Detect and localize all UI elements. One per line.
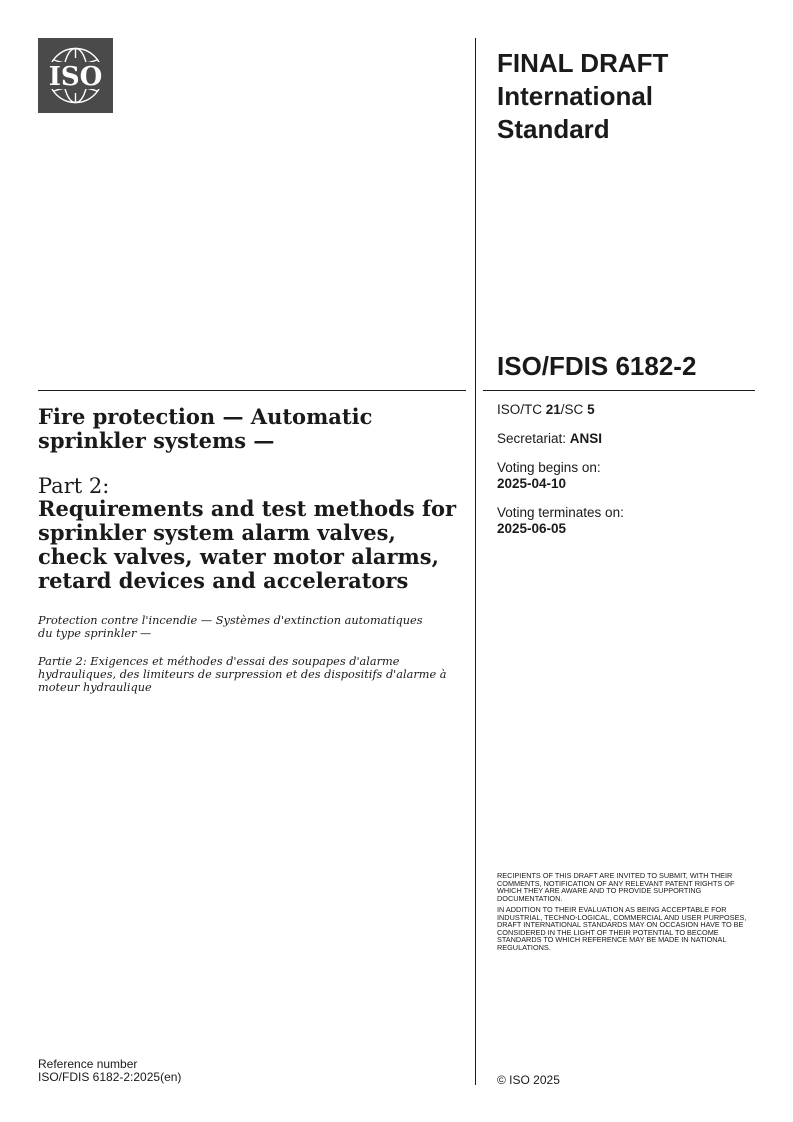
logo-text: ISO xyxy=(48,62,103,92)
voting-terminates-date: 2025-06-05 xyxy=(497,521,567,536)
title-intro: Fire protection — Automatic sprinkler systems — xyxy=(38,404,373,453)
voting-terminates-label: Voting terminates on: xyxy=(497,505,624,520)
reference-label: Reference number xyxy=(38,1057,138,1071)
reference-value: ISO/FDIS 6182-2:2025(en) xyxy=(38,1070,182,1084)
secretariat xyxy=(497,431,602,447)
notice-paragraph: IN ADDITION TO THEIR EVALUATION AS BEING ACCEPTABLE FOR INDUSTRIAL, TECHNO-LOGICAL, COMMERCIAL AND USER PURPOSES, DRAFT INTERNATIONAL STANDARDS MAY ON OCCASION HAVE TO BE CONSIDERED IN THE LIGHT OF THEIR POTENTIAL TO BECOME STANDARDS TO WHICH REFERENCE MAY BE MADE IN NATIONAL REGULATIONS. xyxy=(497,905,747,952)
french-title-intro: Protection contre l'incendie — Systèmes d'extinction automatiques du type sprinkler — xyxy=(38,614,423,640)
notice-paragraph: RECIPIENTS OF THIS DRAFT ARE INVITED TO SUBMIT, WITH THEIR COMMENTS, NOTIFICATION OF ANY RELEVANT PATENT RIGHTS OF WHICH THEY ARE AWARE AND TO PROVIDE SUPPORTING DOCUMENTATION. xyxy=(497,871,735,903)
sc-prefix: /SC xyxy=(560,402,588,417)
voting-begins-label: Voting begins on: xyxy=(497,460,601,475)
tc-prefix: ISO/TC xyxy=(497,402,546,417)
right-horizontal-divider xyxy=(483,390,755,391)
copyright: © ISO 2025 xyxy=(497,1073,560,1087)
title-part-number: Part 2: xyxy=(38,474,110,498)
document-type xyxy=(497,47,747,146)
sc-number: 5 xyxy=(587,402,595,417)
tc-number: 21 xyxy=(545,402,561,417)
voting-begins xyxy=(497,460,601,492)
french-title-part: Partie 2: Exigences et méthodes d'essai des soupapes d'alarme hydrauliques, des limiteurs de surpression et des dispositifs d'alarme à moteur hydraulique xyxy=(38,655,447,694)
voting-terminates xyxy=(497,505,624,537)
secretariat-label: Secretariat: xyxy=(497,431,570,446)
doc-type-line: International xyxy=(497,81,654,111)
doc-type-line: FINAL DRAFT xyxy=(497,48,669,78)
iso-logo xyxy=(38,38,113,113)
secretariat-value: ANSI xyxy=(569,431,603,446)
voting-begins-date: 2025-04-10 xyxy=(497,476,567,491)
technical-committee xyxy=(497,402,595,418)
globe-icon xyxy=(38,38,113,113)
vertical-divider xyxy=(475,38,476,1085)
left-horizontal-divider xyxy=(38,390,466,391)
draft-notice xyxy=(497,872,757,955)
reference-number xyxy=(38,1058,181,1084)
title-part-main: Requirements and test methods for sprinkler system alarm valves, check valves, water motor alarms, retard devices and accelerators xyxy=(38,496,457,593)
doc-type-line: Standard xyxy=(497,114,610,144)
document-number: ISO/FDIS 6182-2 xyxy=(497,351,697,381)
